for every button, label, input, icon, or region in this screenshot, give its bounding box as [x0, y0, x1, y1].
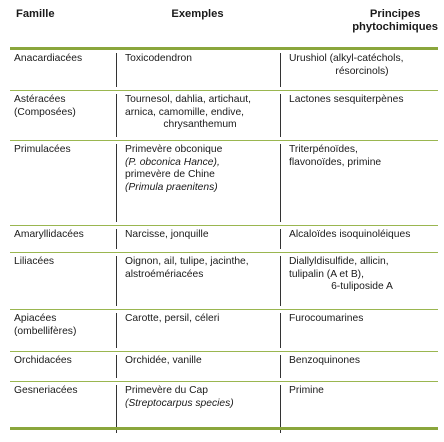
cell-line: 6-tuliposide A: [331, 281, 393, 293]
cell-line: Benzoquinones: [289, 355, 360, 366]
cell-line: Carotte, persil, céleri: [125, 313, 220, 324]
column-divider: [116, 313, 117, 348]
cell-famille: [14, 94, 112, 119]
cell-principes: [289, 256, 435, 294]
column-divider: [116, 94, 117, 137]
cell-line: tulipalin (A et B),: [289, 268, 364, 280]
cell-famille: [14, 53, 112, 66]
cell-exemples: [125, 385, 275, 410]
table-row: [10, 141, 438, 225]
cell-line: Alcaloïdes isoquinoléiques: [289, 229, 411, 240]
cell-line: (Composées): [14, 106, 76, 118]
header-principes: [284, 8, 438, 34]
header-principes-line-2: phytochimiques: [352, 21, 438, 33]
cell-exemples: [125, 355, 275, 368]
table-row: [10, 50, 438, 90]
cell-line: Primine: [289, 385, 324, 396]
plant-families-table: [10, 4, 438, 436]
cell-line: primevère de Chine: [125, 169, 215, 181]
cell-line: Apiacées: [14, 313, 57, 324]
cell-principes: [289, 94, 435, 107]
header-exemples: Exemples: [171, 8, 224, 20]
cell-famille: [14, 355, 112, 368]
cell-famille: [14, 313, 112, 338]
cell-line: (ombellifères): [14, 325, 77, 337]
column-divider: [280, 313, 281, 348]
cell-exemples: [125, 256, 275, 281]
cell-line: résorcinols): [335, 65, 389, 77]
header-famille: Famille: [16, 8, 55, 20]
cell-line: flavonoïdes, primine: [289, 156, 382, 168]
column-divider: [116, 355, 117, 378]
cell-famille: [14, 256, 112, 269]
cell-line: Orchidée, vanille: [125, 355, 202, 366]
cell-line: Gesneriacées: [14, 385, 78, 396]
cell-exemples: [125, 229, 275, 242]
cell-line: Primevère obconique: [125, 144, 223, 155]
cell-line: Primulacées: [14, 144, 71, 155]
cell-line: alstroémériacées: [125, 268, 204, 280]
cell-line: Anacardiacées: [14, 53, 83, 64]
cell-line: (Streptocarpus species): [125, 397, 234, 409]
table-row: [10, 226, 438, 252]
cell-famille: [14, 229, 112, 242]
column-divider: [116, 144, 117, 222]
table-row: [10, 310, 438, 351]
cell-line: Diallyldisulfide, allicin,: [289, 256, 389, 267]
cell-line: Toxicodendron: [125, 53, 192, 64]
table-row: [10, 91, 438, 140]
cell-line: Urushiol (alkyl-catéchols,: [289, 53, 404, 64]
cell-principes: [289, 313, 435, 326]
cell-line: Triterpénoïdes,: [289, 144, 358, 155]
column-divider: [280, 53, 281, 87]
cell-line: (P. obconica Hance),: [125, 156, 220, 168]
column-divider: [280, 256, 281, 306]
cell-principes: [289, 229, 435, 242]
header-principes-line-1: Principes: [369, 8, 421, 20]
cell-exemples: [125, 144, 275, 194]
column-divider: [280, 355, 281, 378]
column-divider: [116, 256, 117, 306]
cell-line: Astéracées: [14, 94, 66, 105]
cell-exemples: [125, 313, 275, 326]
table-body: [10, 50, 438, 436]
cell-line: Tournesol, dahlia, artichaut,: [125, 94, 251, 105]
cell-line: Narcisse, jonquille: [125, 229, 209, 240]
column-divider: [280, 144, 281, 222]
table-row: [10, 352, 438, 381]
cell-principes: [289, 53, 435, 78]
cell-exemples: [125, 94, 275, 132]
cell-line: Furocoumarines: [289, 313, 364, 324]
cell-line: Oignon, ail, tulipe, jacinthe,: [125, 256, 249, 267]
column-divider: [116, 229, 117, 249]
column-divider: [116, 385, 117, 433]
cell-line: Liliacées: [14, 256, 55, 267]
cell-line: arnica, camomille, endive,: [125, 106, 245, 118]
cell-principes: [289, 144, 435, 169]
cell-famille: [14, 385, 112, 398]
column-divider: [116, 53, 117, 87]
table-row: [10, 253, 438, 309]
cell-line: Lactones sesquiterpènes: [289, 94, 404, 105]
column-divider: [280, 94, 281, 137]
cell-line: Amaryllidacées: [14, 229, 84, 240]
table-header: [10, 4, 438, 47]
cell-exemples: [125, 53, 275, 66]
cell-line: chrysanthemum: [163, 119, 237, 131]
cell-line: Primevère du Cap: [125, 385, 208, 396]
cell-principes: [289, 355, 435, 368]
cell-principes: [289, 385, 435, 398]
cell-line: (Primula praenitens): [125, 181, 218, 193]
cell-line: Orchidacées: [14, 355, 72, 366]
cell-famille: [14, 144, 112, 157]
column-divider: [280, 229, 281, 249]
table-bottom-rule: [10, 427, 438, 430]
column-divider: [280, 385, 281, 433]
